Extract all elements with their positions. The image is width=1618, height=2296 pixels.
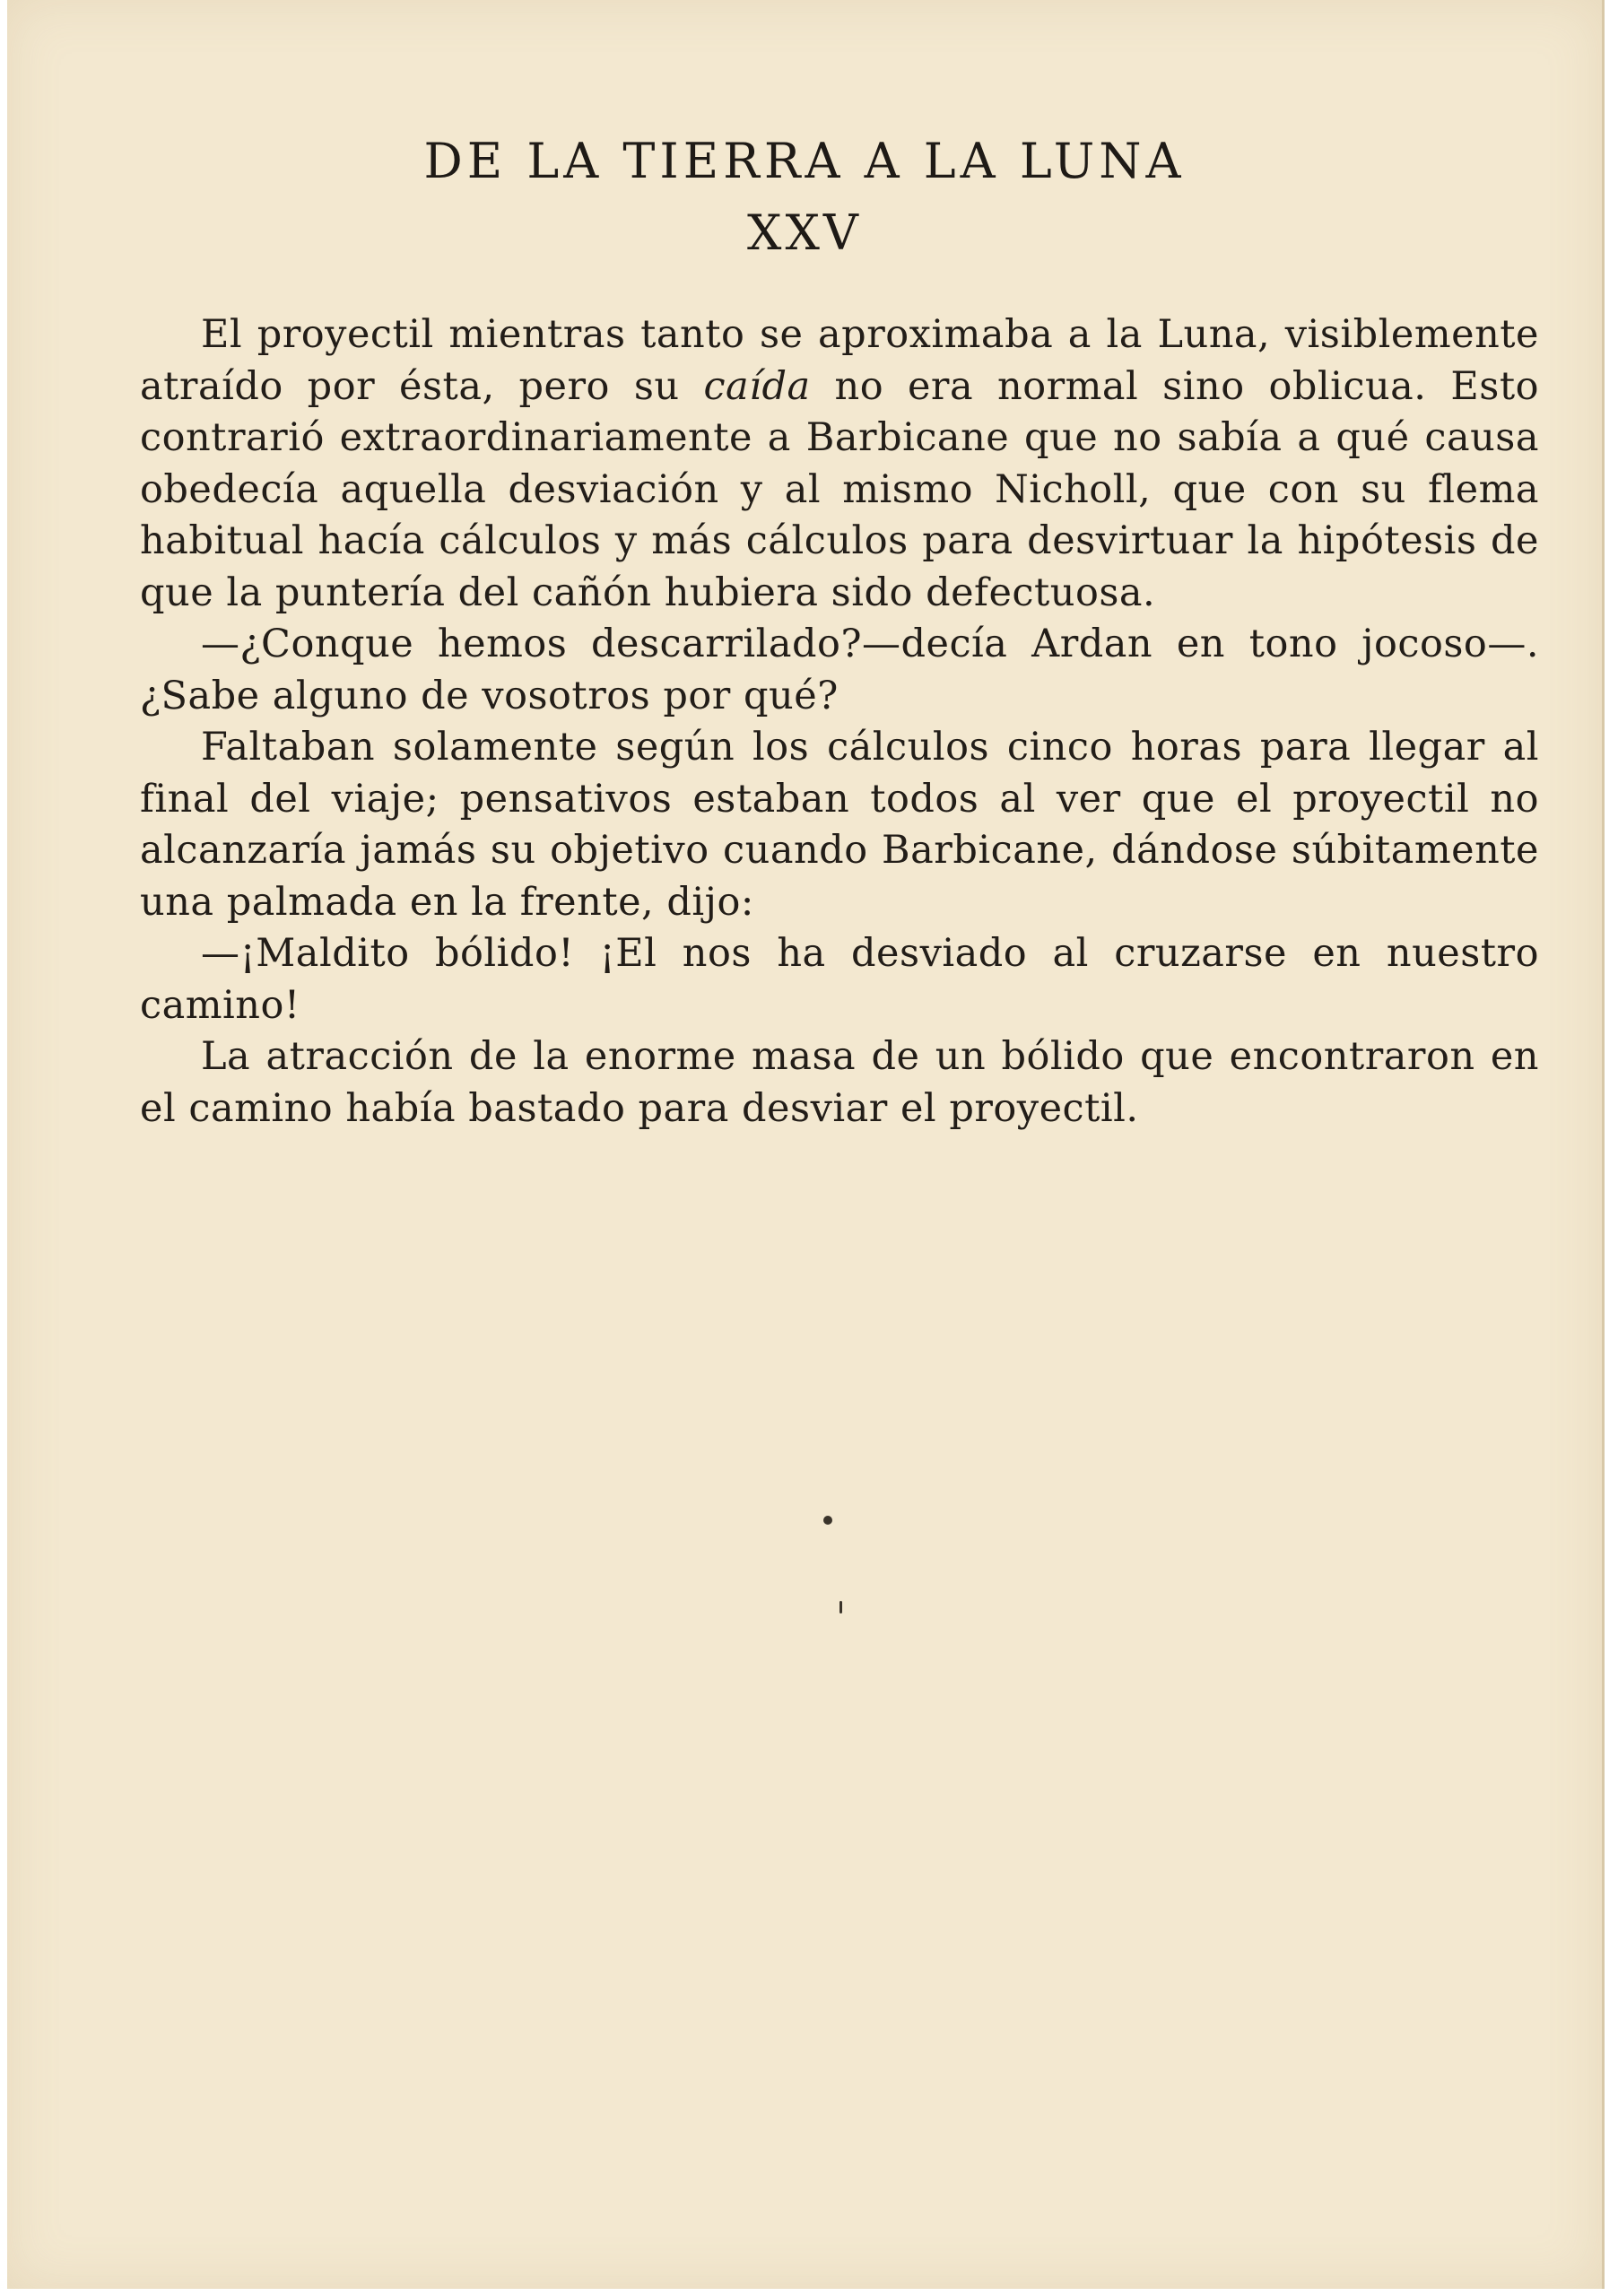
paragraph-3: Faltaban solamente según los cálculos cinco horas para llegar al final del viaje; pensativos estaban todos al ver que el proyectil no alcanzaría jamás su objetivo cuando Barbicane, dándose súbitamente una palmada en la frente, dijo: <box>140 725 1539 925</box>
paragraph-1-text-b: no era normal sino oblicua. Esto contrarió extraordinariamente a Barbicane que no sabía a qué causa obedecía aquella desviación y al mismo Nicholl, que con su flema habitual hacía cálculos y más cálculos para desvirtuar la hipótesis de que la puntería del cañón hubiera sido defectuosa. <box>140 363 1539 615</box>
paragraph-1-text-a: El proyectil mientras tanto se aproximaba a la Luna, visiblemente atraído por ésta, pero su <box>140 312 1539 409</box>
book-title: DE LA TIERRA A LA LUNA <box>423 133 1186 189</box>
chapter-body <box>140 309 1539 1135</box>
paragraph-1-italic-word: caída <box>703 363 811 409</box>
print-speck <box>839 1601 842 1613</box>
paragraph-1 <box>140 309 1539 619</box>
chapter-number: XXV <box>747 204 862 261</box>
print-speck <box>823 1516 832 1525</box>
paragraph-2: —¿Conque hemos descarrilado?—decía Ardan en tono jocoso—. ¿Sabe alguno de vosotros por qué? <box>140 622 1539 718</box>
paragraph-5: La atracción de la enorme masa de un bólido que encontraron en el camino había bastado para desviar el proyectil. <box>140 1034 1539 1131</box>
page-card <box>7 0 1605 2289</box>
paragraph-4: —¡Maldito bólido! ¡El nos ha desviado al cruzarse en nuestro camino! <box>140 931 1539 1028</box>
